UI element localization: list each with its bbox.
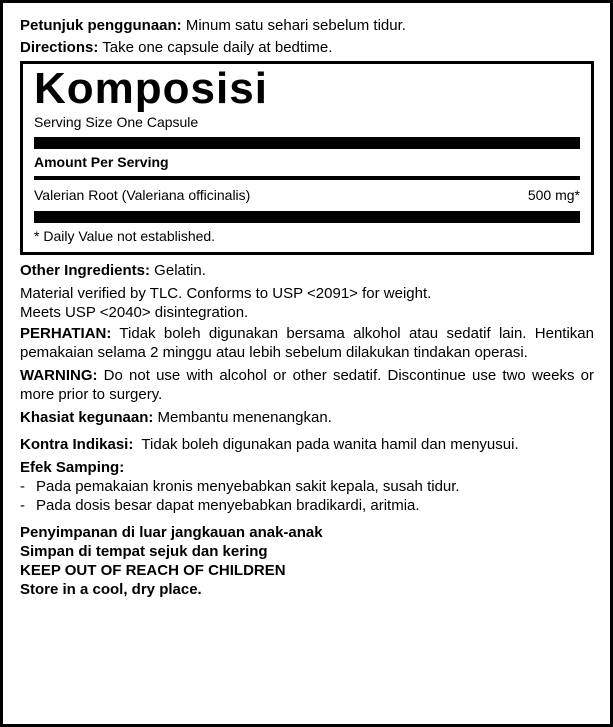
material-verification-line1: Material verified by TLC. Conforms to USP <2091> for weight. (20, 285, 432, 302)
daily-value-footnote: * Daily Value not established. (34, 228, 216, 244)
directions-indonesian-label: Petunjuk penggunaan: (20, 17, 182, 34)
warning-text: Do not use with alcohol or other sedatif. Discontinue use two weeks or more prior to surgery. (20, 367, 594, 403)
storage-line-english-1: KEEP OUT OF REACH OF CHILDREN (20, 562, 286, 579)
perhatian-notice (20, 324, 594, 362)
efek-samping-item: - Pada dosis besar dapat menyebabkan bradikardi, aritmia. (20, 497, 420, 514)
kontra-label: Kontra Indikasi: (20, 436, 134, 453)
composition-title: Komposisi (34, 64, 268, 113)
efek-samping-heading: Efek Samping: (20, 459, 125, 476)
storage-line-indonesian-2: Simpan di tempat sejuk dan kering (20, 543, 268, 560)
divider-thick-bottom (34, 211, 580, 223)
efek-samping-item: - Pada pemakaian kronis menyebabkan sakit kepala, susah tidur. (20, 478, 460, 495)
amount-per-serving-header: Amount Per Serving (34, 154, 169, 170)
khasiat-label: Khasiat kegunaan: (20, 409, 154, 426)
ingredient-amount: 500 mg* (527, 187, 580, 203)
kontra-text: Tidak boleh digunakan pada wanita hamil dan menyusui. (133, 436, 519, 453)
divider-thick (34, 137, 580, 149)
khasiat-text: Membantu menenangkan. (153, 409, 332, 426)
storage-line-indonesian-1: Penyimpanan di luar jangkauan anak-anak (20, 524, 323, 541)
directions-indonesian (20, 16, 594, 35)
directions-english (20, 38, 594, 57)
other-ingredients-label: Other Ingredients: (20, 262, 151, 279)
storage-line-english-2: Store in a cool, dry place. (20, 581, 202, 598)
perhatian-text: Tidak boleh digunakan bersama alkohol atau sedatif lain. Hentikan pemakaian selama 2 minggu atau lebih sebelum dilakukan tindakan operasi. (20, 325, 594, 361)
composition-panel (20, 61, 594, 255)
material-verification-line2: Meets USP <2040> disintegration. (20, 304, 249, 321)
other-ingredients-text: Gelatin. (150, 262, 206, 279)
warning-label: WARNING: (20, 367, 98, 384)
divider-thin (34, 176, 580, 180)
warning-notice (20, 366, 594, 404)
ingredient-row (34, 186, 580, 205)
directions-indonesian-text: Minum satu sehari sebelum tidur. (181, 17, 406, 34)
directions-english-text: Take one capsule daily at bedtime. (98, 39, 333, 56)
perhatian-label: PERHATIAN: (20, 325, 112, 342)
other-ingredients (20, 261, 594, 280)
serving-size: Serving Size One Capsule (34, 114, 199, 130)
directions-english-label: Directions: (20, 39, 99, 56)
kontra-indikasi (20, 435, 594, 454)
khasiat-kegunaan (20, 408, 594, 427)
ingredient-name: Valerian Root (Valeriana officinalis) (34, 187, 251, 203)
